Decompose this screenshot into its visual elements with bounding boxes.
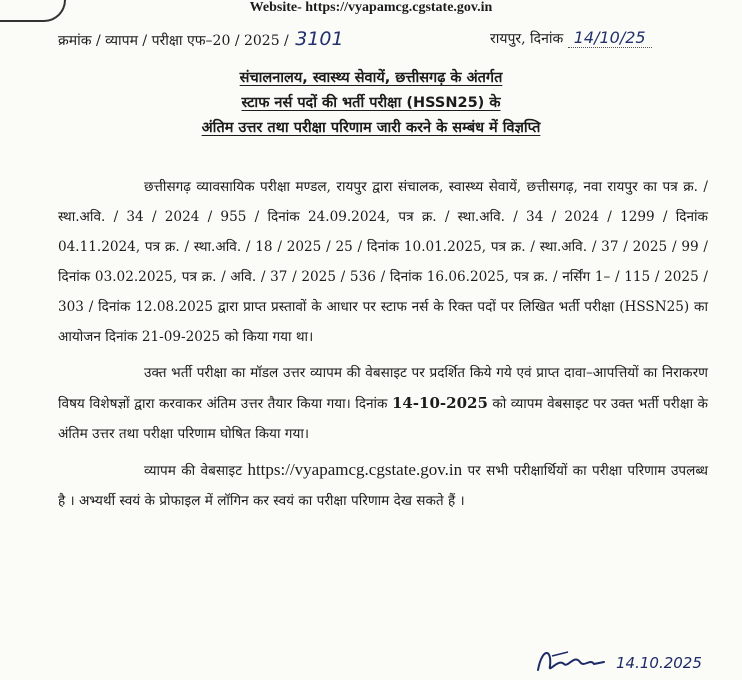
result-date: 14-10-2025 <box>391 394 488 412</box>
title-line-1: संचालनालय, स्वास्थ्य सेवायें, छत्तीसगढ़ के अंतर्गत <box>239 70 503 86</box>
handwritten-date: 14/10/25 <box>568 28 652 48</box>
website-header: Website- https://vyapamcg.cgstate.gov.in <box>249 0 493 15</box>
paragraph-2-date-prefix: दिनांक <box>355 396 388 412</box>
signature-graphic <box>528 640 702 680</box>
place-date-label: रायपुर, दिनांक <box>490 31 564 47</box>
paragraph-2 <box>58 358 708 449</box>
reference-number <box>58 28 344 50</box>
title-line-3: अंतिम उत्तर तथा परीक्षा परिणाम जारी करने के सम्बंध में विज्ञप्ति <box>201 120 541 136</box>
paragraph-2-text-end: को व्यापम वेबसाइट पर उक्त भर्ती परीक्षा के अंतिम उत्तर तथा परीक्षा परिणाम घोषित किया गया। <box>58 396 708 442</box>
place-date <box>490 28 652 48</box>
signature-date: 14.10.2025 <box>616 654 702 672</box>
notice-body <box>58 172 708 516</box>
paragraph-2-text: उक्त भर्ती परीक्षा का मॉडल उत्तर व्यापम की वेबसाइट पर प्रदर्शित किये गये एवं प्राप्त दावा–आपत्तियों का निराकरण विषय विशेषज्ञों द्वारा करवाकर अंतिम उत्तर तैयार किया गया। <box>58 365 708 412</box>
website-link[interactable]: https://vyapamcg.cgstate.gov.in <box>247 460 463 479</box>
notice-title <box>0 66 742 141</box>
reference-row <box>58 24 698 50</box>
paragraph-3-text-end: पर सभी परीक्षार्थियों का परीक्षा परिणाम उपलब्ध है । अभ्यर्थी स्वयं के प्रोफाइल में लॉगिन कर स्वयं का परीक्षा परिणाम देख सकते हैं । <box>58 463 708 509</box>
title-line-2: स्टाफ नर्स पदों की भर्ती परीक्षा (HSSN25) के <box>241 95 501 111</box>
handwritten-reference-number: 3101 <box>295 28 344 50</box>
paragraph-3 <box>58 455 708 516</box>
paragraph-3-text: व्यापम की वेबसाइट <box>144 463 243 479</box>
reference-prefix: क्रमांक / व्यापम / परीक्षा एफ–20 / 2025 / <box>58 33 289 49</box>
paragraph-1: छत्तीसगढ़ व्यावसायिक परीक्षा मण्डल, रायपुर द्वारा संचालक, स्वास्थ्य सेवायें, छत्तीसगढ़, नवा रायपुर का पत्र क्र. / स्था.अवि. / 34 / 2024 / 955 / दिनांक 24.09.2024, पत्र क्र. / स्था.अवि. / 34 / 2024 / 1299 / दिनांक 04.11.2024, पत्र क्र. / स्था.अवि. / 18 / 2025 / 25 / दिनांक 10.01.2025, पत्र क्र. / स्था.अवि. / 37 / 2025 / 99 / दिनांक 03.02.2025, पत्र क्र. / अवि. / 37 / 2025 / 536 / दिनांक 16.06.2025, पत्र क्र. / नर्सिंग 1– / 115 / 2025 / 303 / दिनांक 12.08.2025 द्वारा प्राप्त प्रस्तावों के आधार पर स्टाफ नर्स के रिक्त पदों पर लिखित भर्ती परीक्षा (HSSN25) का आयोजन दिनांक 21-09-2025 को किया गया था। <box>58 179 708 345</box>
